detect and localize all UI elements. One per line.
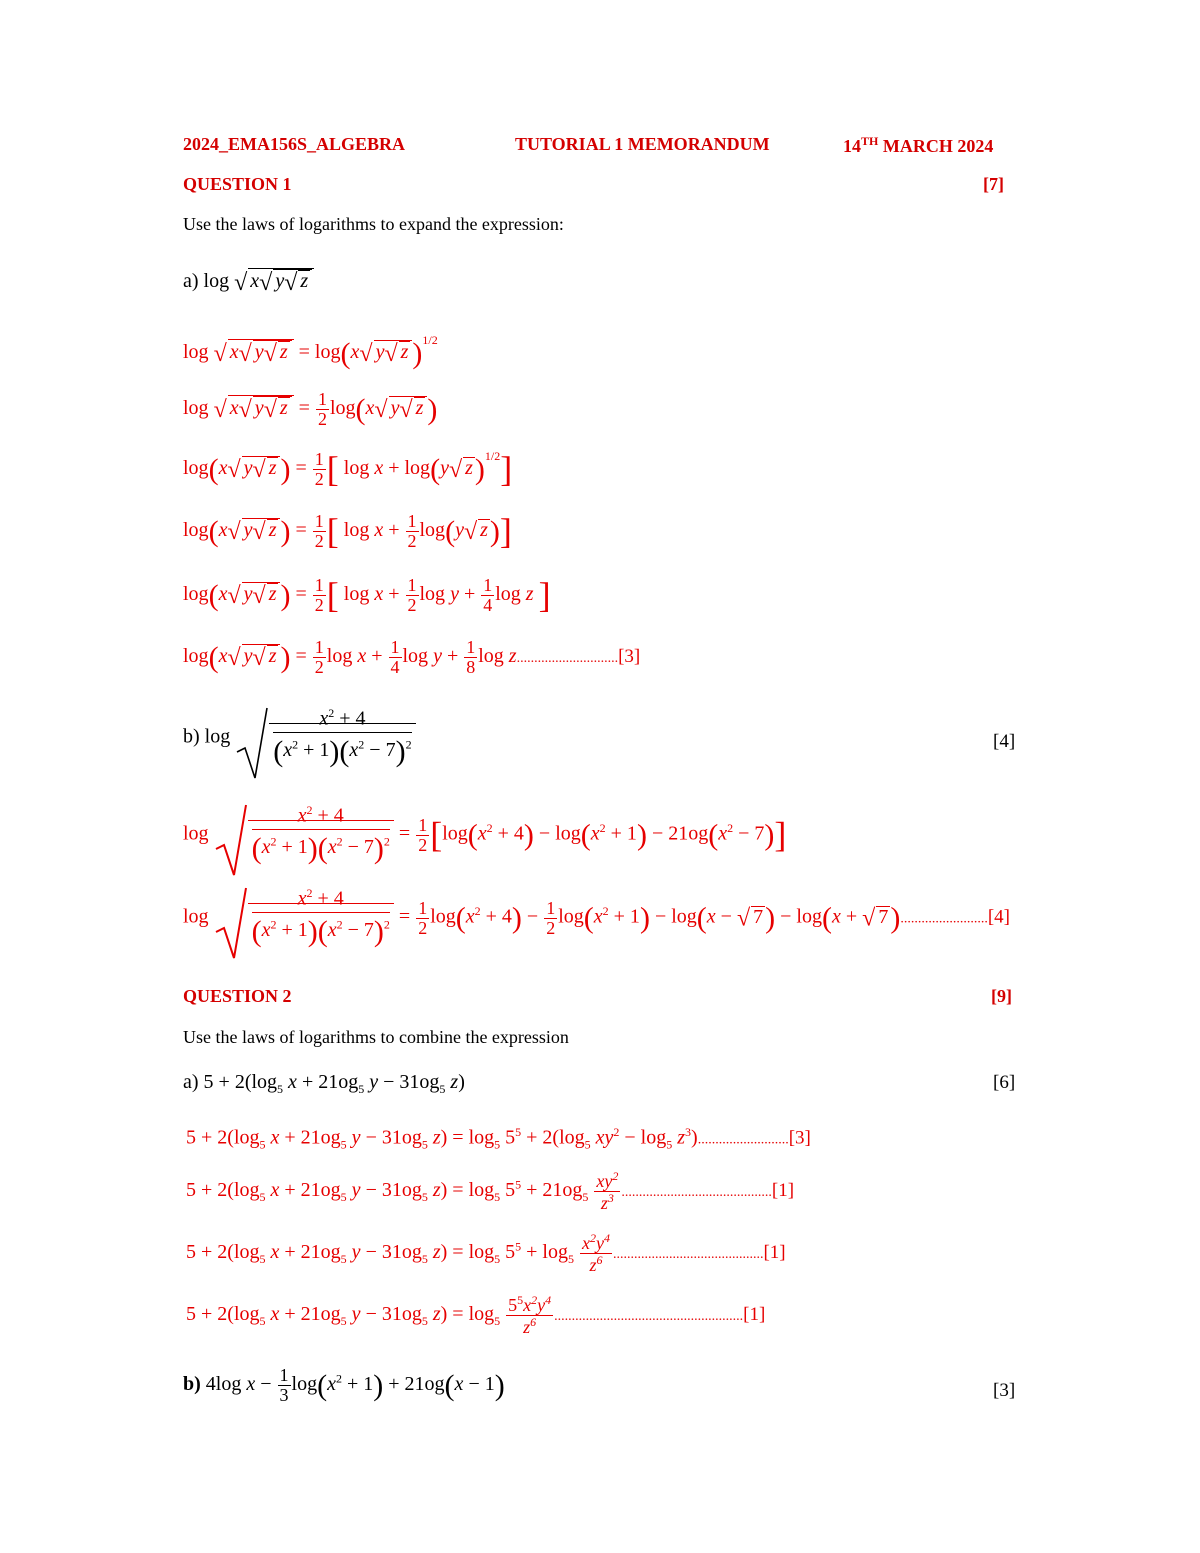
q1a-step-2: log √ x√ y√ z = $\frac{1}{2}$ log(x√ y√ z ) [183,389,438,429]
q2a-step-4: $5 + 2(\log_5$ $x + 21og_5$ $y - 31og_5$ $z) = \log_5$ $\frac{5^5x^2y^4}{z^6}$ ......................................................[1] [186,1293,766,1337]
q1a-step-6: log(x√ y√ z ) = $\frac{1}{2}$ log x + $\frac{1}{4}$ log y + $\frac{1}{8}$ log z.............................[3] [183,637,641,677]
q1a-step-1: log √ x√ y√ z = log(x√ y√ z )$^{1/2}$ [183,333,438,370]
q2a-step-1: $5 + 2(\log_5$ $x + 21og_5$ $y - 31og_5$ $z) = \log_5 5^5 + 2(\log_5$ $xy^2 - \log_5 z^3)..........................[3]$ [186,1125,811,1152]
question-1-total: [7] [983,174,1004,194]
q1a-marks: [3] [618,645,641,667]
q1a-problem: a) log √ x√ y√ z [183,268,314,295]
q2a-marks: [6] [993,1072,1016,1093]
q1b-marks: [4] [993,731,1016,752]
course-code: 2024_EMA156S_ALGEBRA [183,134,406,154]
question-1-heading: QUESTION 1 [183,174,292,194]
q1b-step-1: log $\frac{x^2 + 4}{(x^2 + 1)(x^2 - 7)^2}$ = $\frac{1}{2}$ $[\log(x^2 + 4) - \log(x^2 + 1) - 21og(x^2 - 7)]$ [183,803,786,867]
q1b-answer-marks: [4] [987,906,1010,928]
q1a-step-5: log(x√ y√ z ) = $\frac{1}{2}$ [ log x + $\frac{1}{2}$ log y + $\frac{1}{4}$ log z ] [183,574,551,615]
q2a-problem: a) $5 + 2(\log_5$ $x + 21og_5$ $y - 31og_5$ z) [183,1071,465,1096]
document-date: 14TH MARCH 2024 [843,134,994,156]
q2a-step-3: $5 + 2(\log_5$ $x + 21og_5$ $y - 31og_5$ $z) = \log_5 5^5 + \log_5$ $\frac{x^2y^4}{z^6}$ ...........................................[1] [186,1231,786,1275]
q2a-step-2: $5 + 2(\log_5$ $x + 21og_5$ $y - 31og_5$ $z) = \log_5 5^5 + 21og_5$ $\frac{xy^2}{z^3}$ ...........................................[1] [186,1169,795,1213]
q1b-problem: b) log $\frac{x^2 + 4}{(x^2 + 1)(x^2 - 7)^2}$ [183,706,416,770]
q1b-step-2: log $\frac{x^2 + 4}{(x^2 + 1)(x^2 - 7)^2}$ = $\frac{1}{2}$ $\log(x^2 + 4)$ − $\frac{1}{2}$ $\log(x^2 + 1) - \log(x$ − √ 7) − log(x + √ 7).........................[4] [183,886,1010,950]
document-title: TUTORIAL 1 MEMORANDUM [515,134,770,154]
question-2-total: [9] [991,986,1012,1006]
q2b-problem: b) 4log x − $\frac{1}{3}$ $\log(x^2 + 1) + 21og(x - 1)$ [183,1365,505,1405]
q1a-step-4: log(x√ y√ z ) = $\frac{1}{2}$ [ log x + $\frac{1}{2}$ log(y√ z)] [183,510,512,551]
q1a-step-3: log(x√ y√ z ) = $\frac{1}{2}$ [ log x + log(y√ z)$^{1/2}$] [183,449,513,489]
question-1-instruction: Use the laws of logarithms to expand the expression: [183,214,564,234]
q2b-marks: [3] [993,1380,1016,1401]
question-2-heading: QUESTION 2 [183,986,292,1006]
question-2-instruction: Use the laws of logarithms to combine the expression [183,1027,569,1047]
